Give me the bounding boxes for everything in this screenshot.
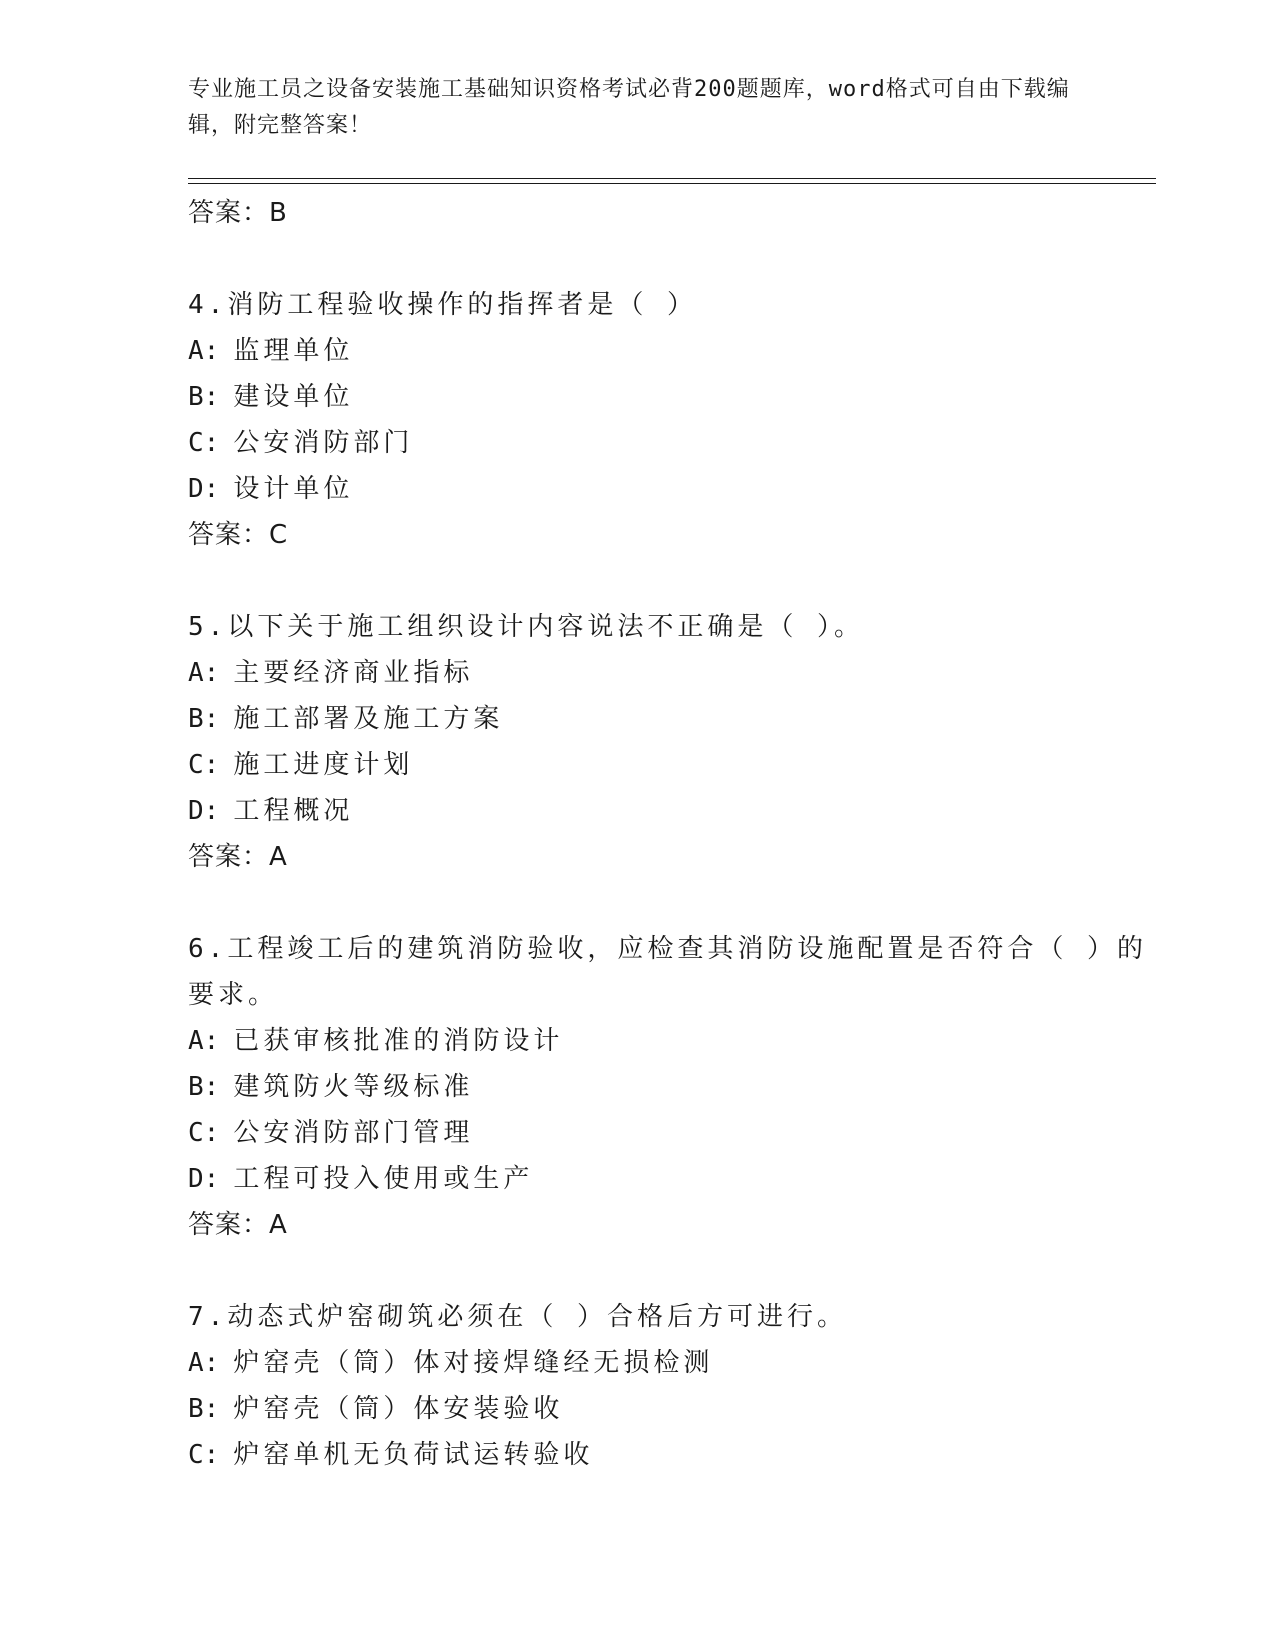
question-block xyxy=(188,1294,1148,1478)
option-item xyxy=(188,650,1148,696)
option-label: D: xyxy=(188,796,220,826)
question-number: 7. xyxy=(188,1302,228,1332)
option-item xyxy=(188,1386,1148,1432)
option-label: D: xyxy=(188,474,220,504)
question-block xyxy=(188,604,1148,880)
question-number: 5. xyxy=(188,612,228,642)
questions-container xyxy=(188,282,1148,1478)
question-body: 工程竣工后的建筑消防验收，应检查其消防设施配置是否符合（ ）的要求。 xyxy=(188,934,1147,1010)
question-body: 以下关于施工组织设计内容说法不正确是（ ）。 xyxy=(227,612,864,642)
answer-label: 答案： xyxy=(188,1210,270,1240)
question-text xyxy=(188,604,1148,650)
answer-label: 答案： xyxy=(188,520,270,550)
option-label: B: xyxy=(188,1394,220,1424)
option-text: 公安消防部门 xyxy=(233,428,414,458)
answer-line xyxy=(188,512,1148,558)
answer-label: 答案： xyxy=(188,842,270,872)
answer-value: A xyxy=(269,842,288,872)
option-item xyxy=(188,788,1148,834)
option-label: C: xyxy=(188,1118,220,1148)
question-list xyxy=(188,190,1148,1478)
option-text: 施工进度计划 xyxy=(233,750,414,780)
option-label: C: xyxy=(188,1440,220,1470)
question-number: 4. xyxy=(188,290,228,320)
option-label: A: xyxy=(188,1026,220,1056)
option-item xyxy=(188,1156,1148,1202)
option-text: 建筑防火等级标准 xyxy=(233,1072,474,1102)
option-item xyxy=(188,374,1148,420)
question-text xyxy=(188,282,1148,328)
option-text: 炉窑单机无负荷试运转验收 xyxy=(233,1440,594,1470)
option-label: B: xyxy=(188,382,220,412)
option-label: A: xyxy=(188,1348,220,1378)
option-item xyxy=(188,696,1148,742)
question-text xyxy=(188,1294,1148,1340)
option-text: 主要经济商业指标 xyxy=(233,658,474,688)
option-label: A: xyxy=(188,658,220,688)
option-label: C: xyxy=(188,428,220,458)
question-block xyxy=(188,926,1148,1248)
option-item xyxy=(188,420,1148,466)
option-text: 炉窑壳（筒）体安装验收 xyxy=(233,1394,564,1424)
option-item xyxy=(188,1018,1148,1064)
option-text: 公安消防部门管理 xyxy=(233,1118,474,1148)
question-block xyxy=(188,282,1148,558)
option-text: 设计单位 xyxy=(233,474,354,504)
option-text: 炉窑壳（筒）体对接焊缝经无损检测 xyxy=(233,1348,714,1378)
option-label: B: xyxy=(188,1072,220,1102)
answer-value: B xyxy=(269,198,288,228)
option-text: 监理单位 xyxy=(233,336,354,366)
option-text: 施工部署及施工方案 xyxy=(233,704,504,734)
question-number: 6. xyxy=(188,934,228,964)
option-text: 建设单位 xyxy=(233,382,354,412)
option-item xyxy=(188,1340,1148,1386)
question-text xyxy=(188,926,1148,1018)
option-item xyxy=(188,1064,1148,1110)
question-body: 动态式炉窑砌筑必须在（ ）合格后方可进行。 xyxy=(227,1302,847,1332)
option-label: D: xyxy=(188,1164,220,1194)
answer-line xyxy=(188,834,1148,880)
answer-line xyxy=(188,190,1148,236)
header-divider-secondary xyxy=(188,183,1156,184)
question-body: 消防工程验收操作的指挥者是（ ） xyxy=(227,290,697,320)
option-label: B: xyxy=(188,704,220,734)
option-item xyxy=(188,1432,1148,1478)
header-divider xyxy=(188,178,1156,179)
answer-value: A xyxy=(269,1210,288,1240)
page-header: 专业施工员之设备安装施工基础知识资格考试必背200题题库，word格式可自由下载编辑，附完整答案！ xyxy=(188,77,1070,138)
answer-value: C xyxy=(269,520,289,550)
option-label: A: xyxy=(188,336,220,366)
option-text: 工程概况 xyxy=(233,796,354,826)
option-item xyxy=(188,466,1148,512)
option-text: 工程可投入使用或生产 xyxy=(233,1164,534,1194)
option-label: C: xyxy=(188,750,220,780)
option-item xyxy=(188,328,1148,374)
option-text: 已获审核批准的消防设计 xyxy=(233,1026,564,1056)
answer-line xyxy=(188,1202,1148,1248)
option-item xyxy=(188,742,1148,788)
option-item xyxy=(188,1110,1148,1156)
answer-label: 答案： xyxy=(188,198,270,228)
